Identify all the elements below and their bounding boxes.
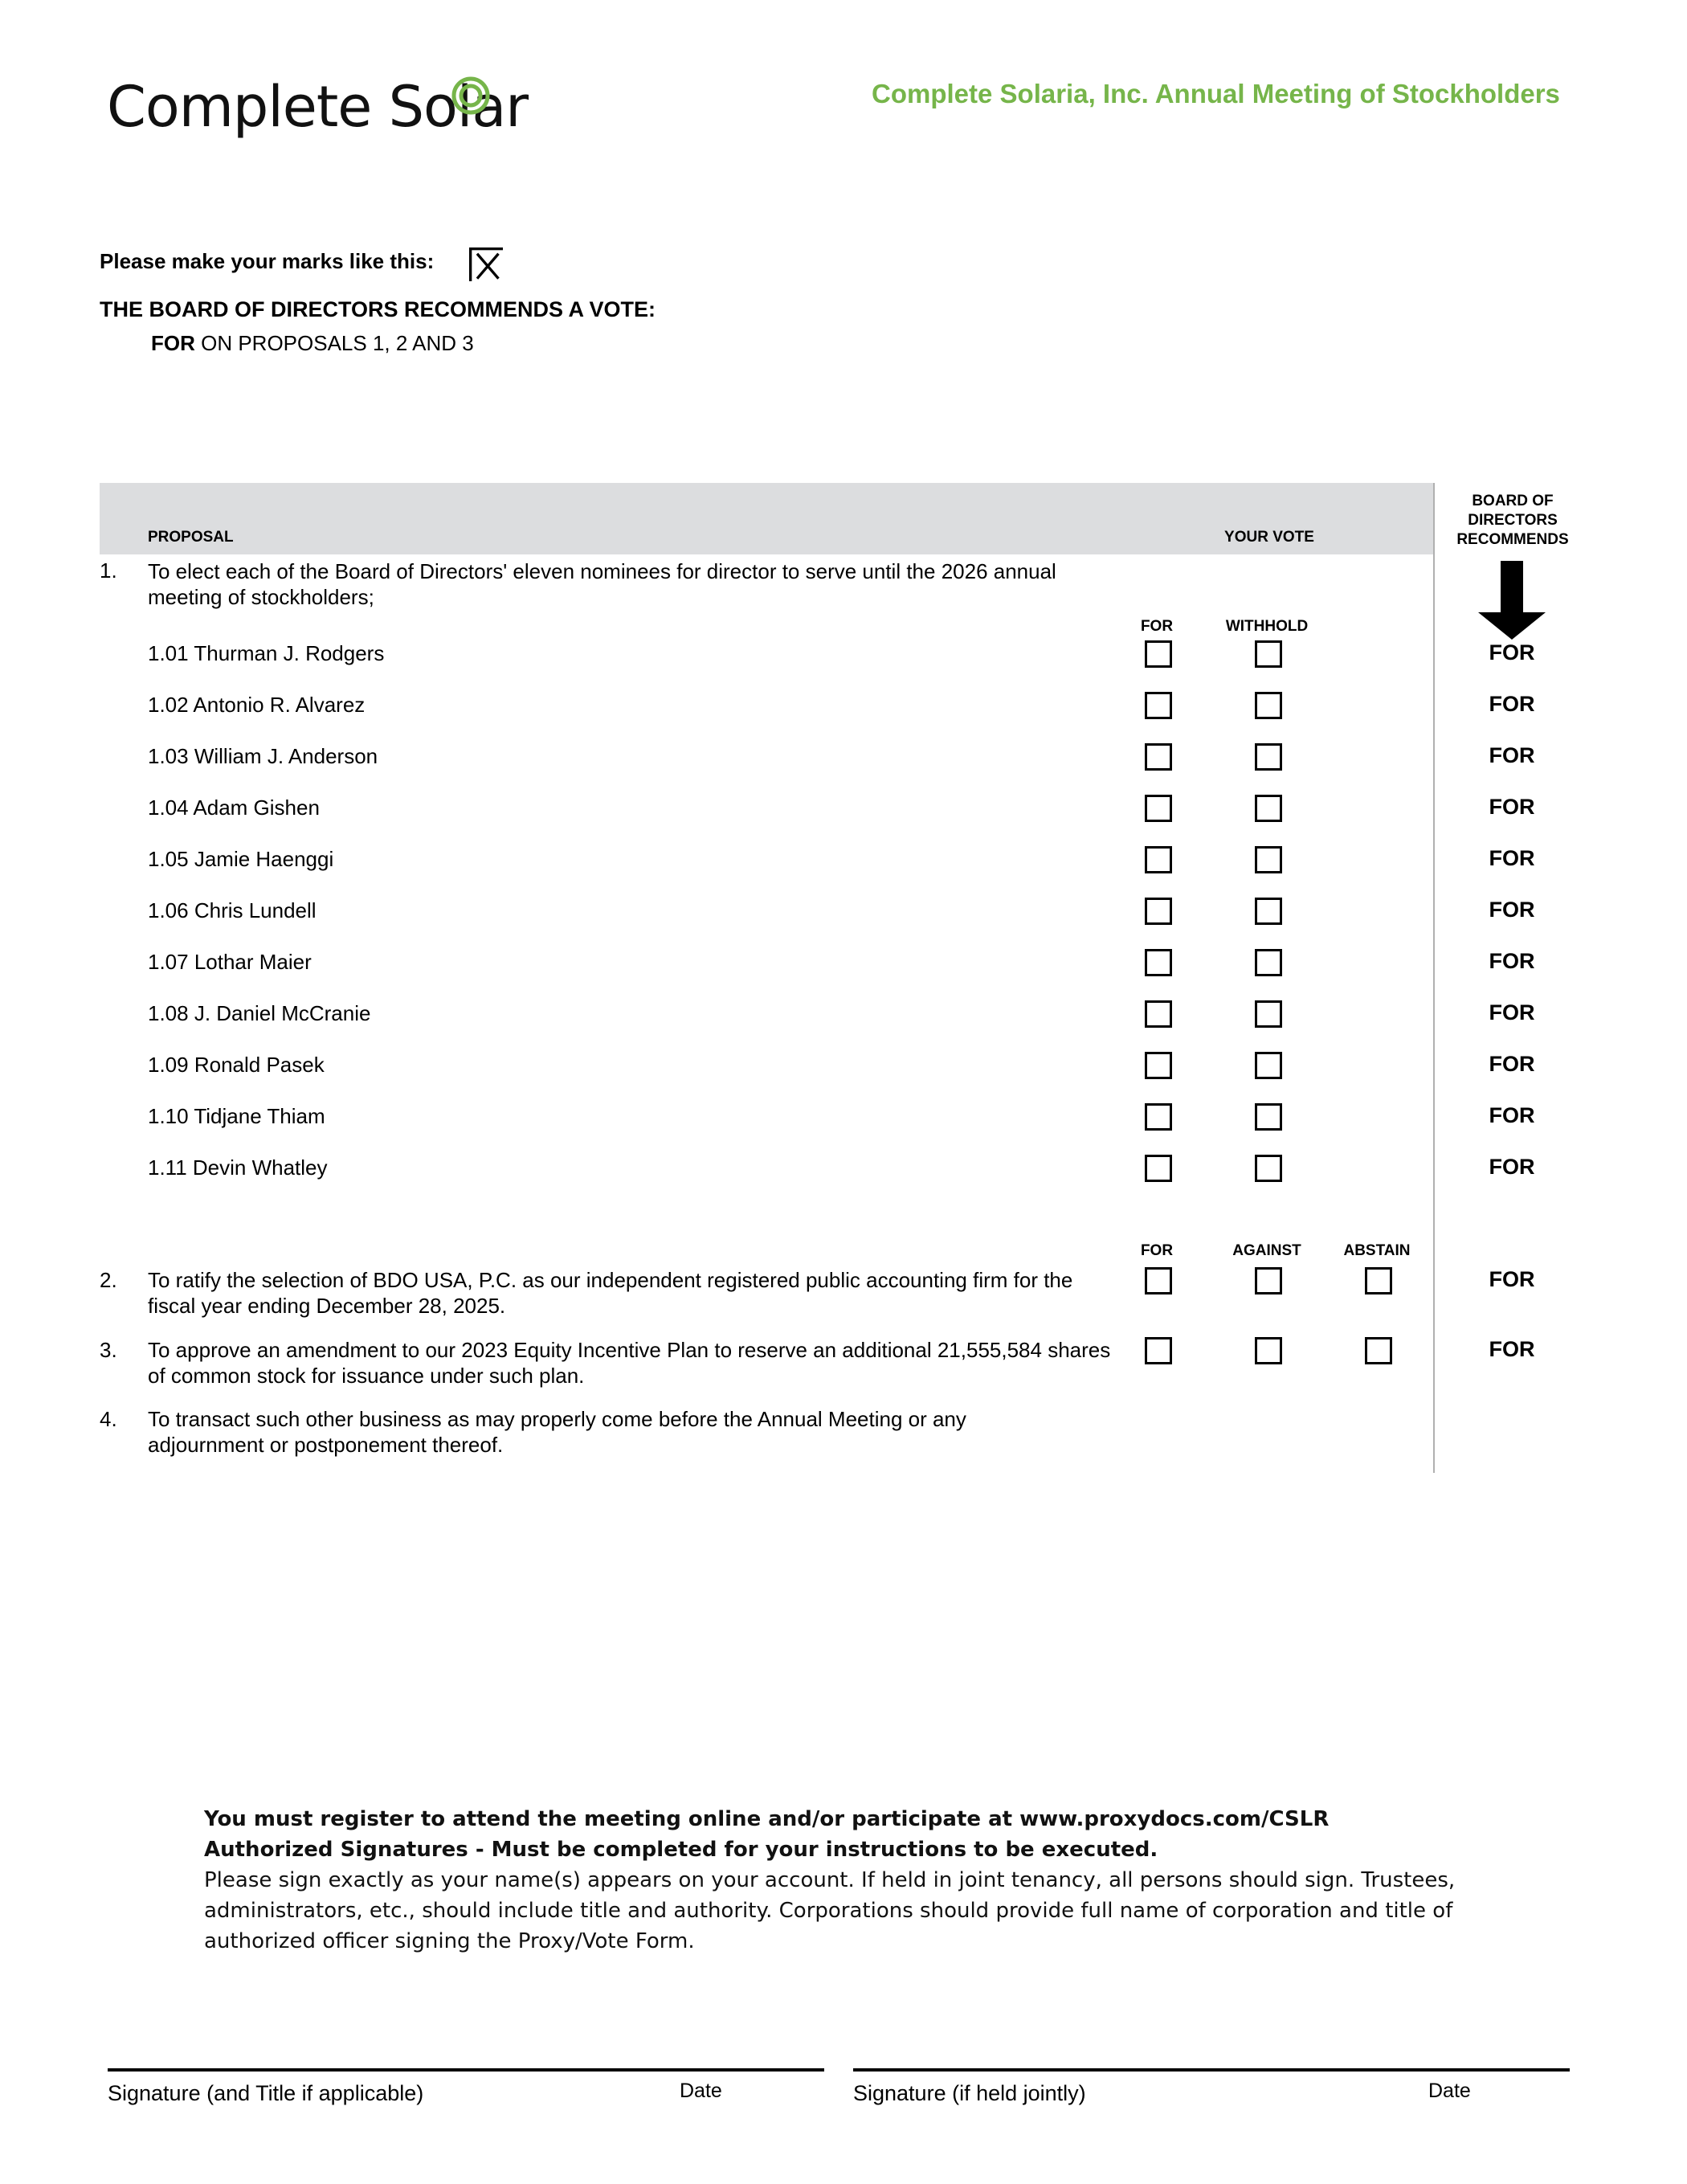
nominee-for-checkbox[interactable]: [1145, 1000, 1172, 1028]
nominee-for-checkbox[interactable]: [1145, 692, 1172, 719]
nominee-withhold-checkbox[interactable]: [1255, 949, 1282, 976]
proposal-1-number: 1.: [100, 558, 117, 583]
proposal-2-against-checkbox[interactable]: [1255, 1267, 1282, 1294]
for-column-header: FOR: [1140, 618, 1174, 635]
marks-instruction: Please make your marks like this:: [100, 249, 435, 273]
nominee-board-recommendation: FOR: [1489, 1103, 1535, 1127]
your-vote-column-header: YOUR VOTE: [1224, 529, 1314, 546]
signature-line-1[interactable]: [108, 2068, 824, 2072]
nominee-board-recommendation: FOR: [1489, 1000, 1535, 1025]
nominee-name: 1.06 Chris Lundell: [148, 898, 317, 922]
nominee-withhold-checkbox[interactable]: [1255, 1103, 1282, 1131]
board-recommendation-line: [151, 331, 474, 356]
proposal-2-board-recommendation: FOR: [1489, 1267, 1535, 1291]
proposal-3-board-recommendation: FOR: [1489, 1337, 1535, 1361]
nominee-board-recommendation: FOR: [1489, 692, 1535, 716]
company-logo-text: Complete Solar: [107, 74, 528, 140]
meeting-title: Complete Solaria, Inc. Annual Meeting of Stockholders: [872, 79, 1560, 108]
nominee-name: 1.03 William J. Anderson: [148, 744, 378, 768]
signature-line-2[interactable]: [853, 2068, 1570, 2072]
nominee-board-recommendation: FOR: [1489, 795, 1535, 819]
authorized-signatures-heading: Authorized Signatures - Must be completed for your instructions to be executed.: [204, 1838, 1158, 1862]
nominee-name: 1.08 J. Daniel McCranie: [148, 1001, 371, 1025]
proposal-2-for-checkbox[interactable]: [1145, 1267, 1172, 1294]
nominee-board-recommendation: FOR: [1489, 949, 1535, 973]
nominee-for-checkbox[interactable]: [1145, 743, 1172, 771]
nominee-name: 1.11 Devin Whatley: [148, 1155, 328, 1180]
proposal-1-text: To elect each of the Board of Directors' eleven nominees for director to serve until the 2026 annual meeting of stockholders;: [148, 559, 1056, 609]
nominee-name: 1.05 Jamie Haenggi: [148, 847, 334, 871]
proposal-2-abstain-checkbox[interactable]: [1365, 1267, 1392, 1294]
down-arrow-icon: [1477, 561, 1547, 640]
nominee-name: 1.01 Thurman J. Rodgers: [148, 641, 385, 665]
nominee-name: 1.04 Adam Gishen: [148, 795, 320, 820]
proposal-2-number: 2.: [100, 1268, 117, 1292]
nominee-withhold-checkbox[interactable]: [1255, 1052, 1282, 1079]
nominee-for-checkbox[interactable]: [1145, 898, 1172, 925]
nominee-board-recommendation: FOR: [1489, 1155, 1535, 1179]
proposal-4-number: 4.: [100, 1407, 117, 1431]
sign-instructions-text: Please sign exactly as your name(s) appears on your account. If held in joint tenancy, all persons should sign. Trustees, administrators, etc., should include title and authority. Corporations should provide full name of corporation and title of authorized officer signing the Proxy/Vote Form.: [204, 1868, 1456, 1953]
for-column-header-2: FOR: [1140, 1242, 1174, 1259]
nominee-withhold-checkbox[interactable]: [1255, 1155, 1282, 1182]
proposal-3-number: 3.: [100, 1338, 117, 1362]
nominee-for-checkbox[interactable]: [1145, 795, 1172, 822]
column-divider: [1433, 483, 1435, 1473]
rec-for-keyword: FOR: [151, 331, 195, 355]
date-1-label: Date: [680, 2080, 722, 2102]
register-notice: You must register to attend the meeting online and/or participate at www.proxydocs.com/CSLR: [204, 1807, 1330, 1831]
nominee-for-checkbox[interactable]: [1145, 1052, 1172, 1079]
nominee-for-checkbox[interactable]: [1145, 846, 1172, 873]
rec-rest-text: ON PROPOSALS 1, 2 AND 3: [194, 331, 474, 355]
signature-instructions: [204, 1804, 1489, 1957]
withhold-column-header: WITHHOLD: [1225, 618, 1309, 635]
nominee-withhold-checkbox[interactable]: [1255, 846, 1282, 873]
date-2-label: Date: [1428, 2080, 1471, 2102]
nominee-for-checkbox[interactable]: [1145, 640, 1172, 668]
nominee-name: 1.10 Tidjane Thiam: [148, 1104, 325, 1128]
nominee-withhold-checkbox[interactable]: [1255, 795, 1282, 822]
nominee-name: 1.07 Lothar Maier: [148, 950, 312, 974]
nominee-board-recommendation: FOR: [1489, 743, 1535, 767]
proposal-3-for-checkbox[interactable]: [1145, 1337, 1172, 1364]
nominee-withhold-checkbox[interactable]: [1255, 1000, 1282, 1028]
solar-ring-icon: [451, 76, 491, 116]
proposal-3-text: To approve an amendment to our 2023 Equity Incentive Plan to reserve an additional 21,555,584 shares of common stock for issuance under such plan.: [148, 1338, 1111, 1388]
sample-x-mark-icon: [469, 247, 503, 281]
signature-2-label: Signature (if held jointly): [853, 2081, 1086, 2105]
proposal-3-abstain-checkbox[interactable]: [1365, 1337, 1392, 1364]
proposal-column-header: PROPOSAL: [148, 529, 234, 546]
nominee-board-recommendation: FOR: [1489, 898, 1535, 922]
nominee-for-checkbox[interactable]: [1145, 949, 1172, 976]
nominee-withhold-checkbox[interactable]: [1255, 640, 1282, 668]
nominee-for-checkbox[interactable]: [1145, 1103, 1172, 1131]
nominee-board-recommendation: FOR: [1489, 1052, 1535, 1076]
nominee-withhold-checkbox[interactable]: [1255, 692, 1282, 719]
proposal-4-text: To transact such other business as may properly come before the Annual Meeting or any adjournment or postponement thereof.: [148, 1407, 966, 1457]
nominee-board-recommendation: FOR: [1489, 846, 1535, 870]
nominee-for-checkbox[interactable]: [1145, 1155, 1172, 1182]
signature-1-label: Signature (and Title if applicable): [108, 2081, 424, 2105]
proposal-2-text: To ratify the selection of BDO USA, P.C. as our independent registered public accounting firm for the fiscal year ending December 28, 2025.: [148, 1268, 1073, 1318]
nominee-board-recommendation: FOR: [1489, 640, 1535, 665]
proposal-3-against-checkbox[interactable]: [1255, 1337, 1282, 1364]
nominee-name: 1.02 Antonio R. Alvarez: [148, 693, 366, 717]
nominee-name: 1.09 Ronald Pasek: [148, 1053, 325, 1077]
against-column-header: AGAINST: [1232, 1242, 1301, 1259]
board-recommends-column-header: BOARD OF DIRECTORS RECOMMENDS: [1456, 493, 1569, 548]
nominee-withhold-checkbox[interactable]: [1255, 743, 1282, 771]
nominee-withhold-checkbox[interactable]: [1255, 898, 1282, 925]
abstain-column-header: ABSTAIN: [1343, 1242, 1411, 1259]
board-recommendation-heading: THE BOARD OF DIRECTORS RECOMMENDS A VOTE:: [100, 297, 656, 321]
